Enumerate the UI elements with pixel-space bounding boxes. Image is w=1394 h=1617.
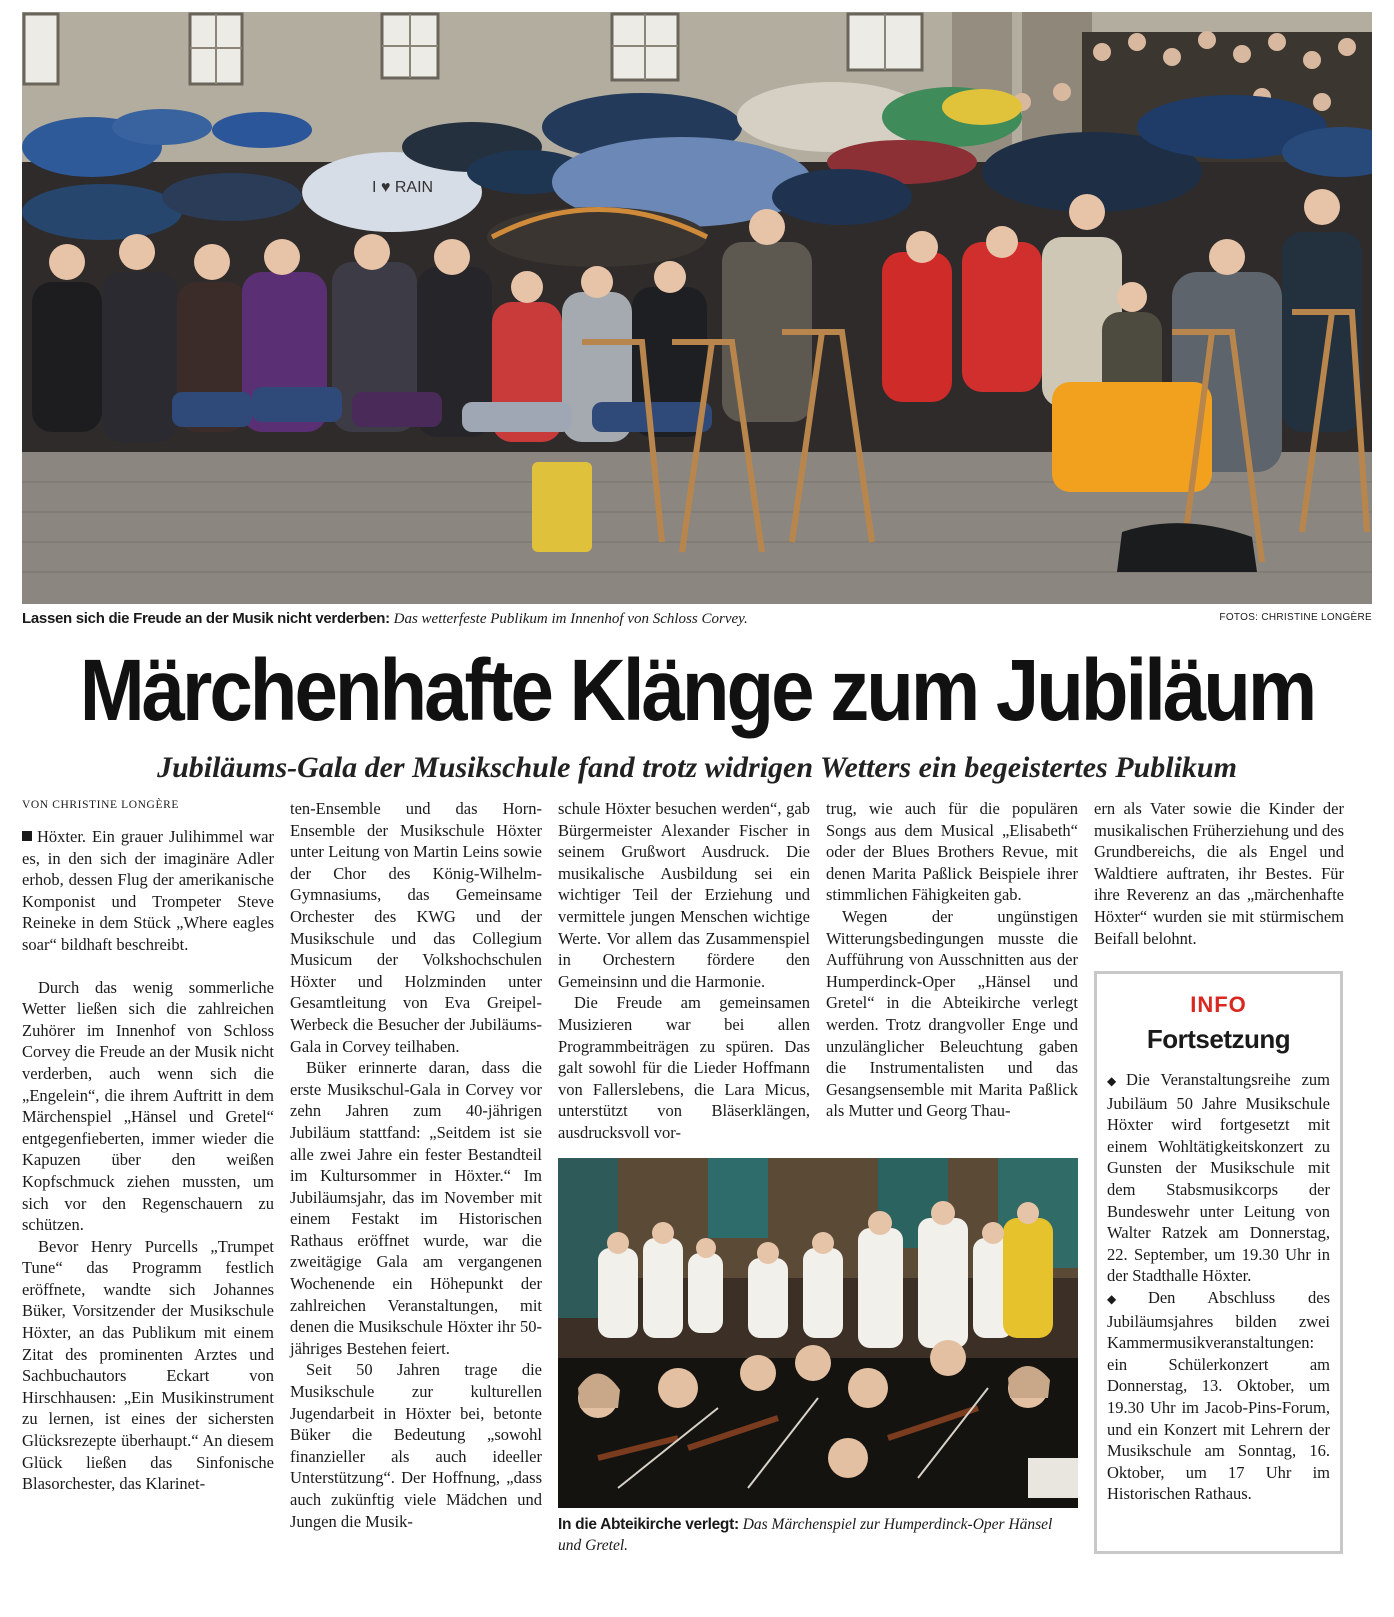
paragraph: Seit 50 Jahren trage die Musikschule zur kulturellen Jugendarbeit in Höxter bei, betonte Büker die Bedeutung „sowohl finanzieller als auch ideeller Unterstützung“. Der Hoffnung, „dass auch zukünftig viele Mädchen und Jungen die Musik- <box>290 1360 542 1531</box>
article-column-4 <box>826 798 1078 1122</box>
article-column-5 <box>1094 798 1344 949</box>
byline: VON CHRISTINE LONGÈRE <box>22 799 179 811</box>
paragraph-marker-icon <box>22 831 32 841</box>
info-title: Fortsetzung <box>1146 1024 1291 1054</box>
bottom-caption-lead: In die Abteikirche verlegt: <box>558 1516 739 1533</box>
article-column-3 <box>558 798 810 1144</box>
headline: Märchenhafte Klänge zum Jubiläum <box>79 640 1315 739</box>
article-column-2 <box>290 798 542 1532</box>
info-item: ◆ Die Veranstaltungsreihe zum Jubiläum 50 Jahre Musikschule Höxter wird fortgesetzt mit einem Wohltätigkeitskonzert zu Gunsten der Musikschule mit dem Stabsmusikcorps der Bundeswehr unter Leitung von Walter Ratzek am Donnerstag, 22. September, um 19.30 Uhr in der Stadthalle Höxter. <box>1107 1070 1330 1286</box>
info-item: ◆ Den Abschluss des Jubiläumsjahres bilden zwei Kammermusikveranstaltungen: ein Schülerkonzert am Donnerstag, 13. Oktober, um 19.30 Uhr im Jacob-Pins-Forum, und ein Konzert mit Lehrern der Musikschule am Sonntag, 16. Oktober, um 17 Uhr im Historischen Rathaus. <box>1107 1287 1330 1504</box>
audience-photo <box>22 12 1372 604</box>
paragraph: Durch das wenig sommerliche Wetter ließen sich die zahlreichen Zuhörer im Innenhof von Schloss Corvey die Freude an der Musik nicht verderben, auch wenn sich die „Engelein“, die ihrem Auftritt in dem Märchenspiel „Hänsel und Gretel“ entgegenfieberten, immer wieder die Kapuzen über den weißen Kopfschmuck ziehen mussten, um sich vor den Regenschauern zu schützen. <box>22 977 274 1235</box>
paragraph: Höxter. Ein grauer Julihimmel war es, in den sich der imaginäre Adler erhob, dessen Flug der amerikanische Komponist und Trompeter Steve Reineke in dem Stück „Where eagles soar“ bildhaft beschreibt. <box>22 827 274 954</box>
bottom-photo-caption <box>558 1514 1078 1556</box>
paragraph: Büker erinnerte daran, dass die erste Musikschul-Gala in Corvey vor zehn Jahren zum 40-jährigen Jubiläum stattfand: „Seitdem ist sie alle zwei Jahre ein fester Bestandteil im Kultursommer in Höxter.“ Im Jubiläumsjahr, das im November mit einem Festakt im Historischen Rathaus eröffnet wurde, war die zweitägige Gala am vergangenen Wochenende ein Höhepunkt der zahlreichen Veranstaltungen, mit denen die Musikschule Höxter ihr 50-jähriges Bestehen feiert. <box>290 1058 542 1358</box>
bullet-diamond-icon: ◆ <box>1107 1074 1124 1088</box>
paragraph: trug, wie auch für die populären Songs aus dem Musical „Elisabeth“ oder der Blues Brothers Revue, mit denen Marita Paßlick Beispiele ihrer stimmlichen Fähigkeiten gab. <box>826 799 1078 905</box>
top-caption-lead: Lassen sich die Freude an der Musik nicht verderben: <box>22 610 390 627</box>
photo-credit: FOTOS: CHRISTINE LONGÈRE <box>1219 612 1372 623</box>
paragraph: Bevor Henry Purcells „Trumpet Tune“ das Programm festlich eröffnete, wandte sich Johannes Büker, Vorsitzender der Musikschule Höxter, an das Publikum mit einem Zitat des prominenten Arztes und Sachbuchautors Eckart von Hirschhausen: „Ein Musikinstrument zu lernen, ist eines der sichersten Glücksrezepte überhaupt.“ An diesem Glück ließen das Sinfonische Blasorchester, das Klarinet- <box>22 1236 274 1494</box>
paragraph: Die Freude am gemeinsamen Musizieren war bei allen Programmbeiträgen zu spüren. Das galt sowohl für die Lieder Hoffmann von Fallerslebens, die Lara Micus, unterstützt von Bläserklängen, ausdrucksvoll vor- <box>558 993 810 1142</box>
bullet-diamond-icon: ◆ <box>1107 1291 1145 1306</box>
top-photo-caption <box>22 610 1372 632</box>
paragraph: ten-Ensemble und das Horn-Ensemble der Musikschule Höxter unter Leitung von Martin Leins sowie der Chor des König-Wilhelm-Gymnasiums, das Gemeinsame Orchester des KWG und der Musikschule und das Collegium Musicum der Volkshochschulen Höxter und Holzminden unter Gesamtleitung von Eva Greipel-Werbeck die Besucher der Jubiläums-Gala in Corvey teilhaben. <box>290 799 542 1056</box>
umbrella-print: I ♥ RAIN <box>372 179 434 196</box>
paragraph: schule Höxter besuchen werden“, gab Bürgermeister Alexander Fischer in seinem Grußwort Ausdruck. Die musikalische Ausbildung sei ein wichtiger Teil der Erziehung und vermittele jungen Menschen wichtige Werte. Vor allem das Zusammenspiel in Orchestern fördere den Gemeinsinn und die Harmonie. <box>558 799 810 991</box>
paragraph: ern als Vater sowie die Kinder der musikalischen Früherziehung und des Grundbereichs, die als Engel und Waldtiere auftraten, ihr Bestes. Für ihre Reverenz an das „märchenhafte Höxter“ wurden sie mit stürmischem Beifall belohnt. <box>1094 799 1344 948</box>
paragraph: Wegen der ungünstigen Witterungsbedingungen musste die Aufführung von Ausschnitten aus der Humperdinck-Oper „Hänsel und Gretel“ in die Abteikirche verlegt werden. Trotz drangvoller Enge und unzulänglicher Beleuchtung gaben die Instrumentalisten und das Gesangsensemble mit Marita Paßlick als Mutter und Georg Thau- <box>826 906 1078 1121</box>
orchestra-photo <box>558 1158 1078 1508</box>
subheadline: Jubiläums-Gala der Musikschule fand trotz widrigen Wetters ein begeistertes Publikum <box>157 751 1237 784</box>
top-caption-text: Das wetterfeste Publikum im Innenhof von Schloss Corvey. <box>393 611 748 627</box>
info-box <box>1094 971 1343 1554</box>
info-label: INFO <box>1190 992 1247 1017</box>
bottom-caption-text: Das Märchenspiel zur Humperdinck-Oper Hänsel und Gretel. <box>558 1516 1053 1554</box>
article-column-1 <box>22 798 274 1495</box>
